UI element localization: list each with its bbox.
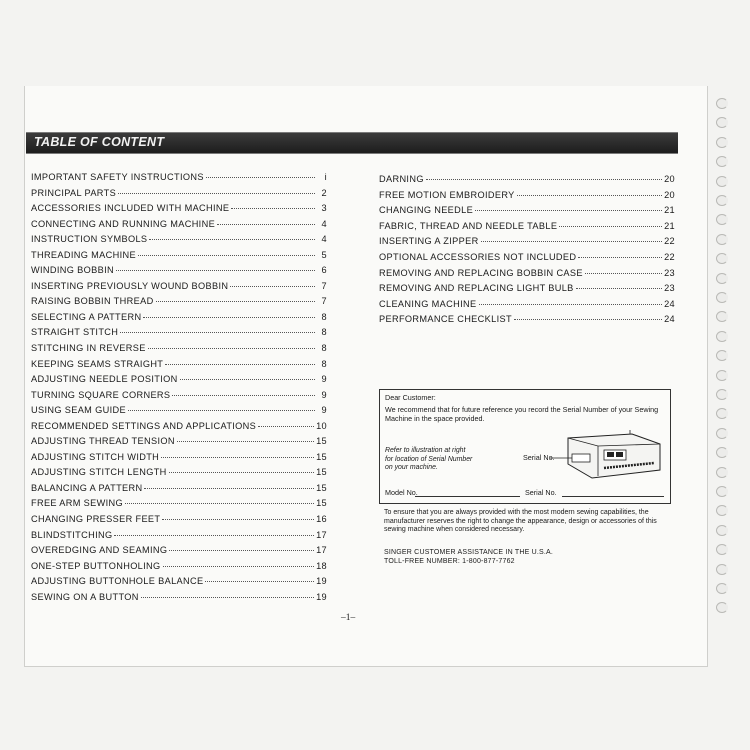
toc-title: TABLE OF CONTENT <box>34 135 165 149</box>
toc-entry-label: ADJUSTING STITCH LENGTH <box>31 467 167 478</box>
toc-entry-page: 20 <box>664 174 675 184</box>
spiral-ring <box>716 98 728 109</box>
toc-entry-page: 17 <box>316 545 327 556</box>
sewing-machine-illustration <box>548 430 666 482</box>
toc-entry-label: USING SEAM GUIDE <box>31 405 126 416</box>
toc-entry-page: 15 <box>316 482 327 493</box>
toc-entry-page: 15 <box>316 436 327 447</box>
toc-leader-dots <box>206 177 315 178</box>
toc-entry-page: 7 <box>321 296 327 307</box>
toc-leader-dots <box>114 535 314 536</box>
illustration-serial-label: Serial No. <box>523 453 555 462</box>
toc-entry-page: 7 <box>321 280 327 291</box>
toc-entry-label: CHANGING PRESSER FEET <box>31 514 161 525</box>
toc-entry-page: 15 <box>316 467 327 478</box>
toc-entry-label: RAISING BOBBIN THREAD <box>31 296 154 307</box>
toc-list-left <box>31 170 327 605</box>
toll-free-number: TOLL-FREE NUMBER: 1-800-877-7762 <box>384 558 515 565</box>
toc-entry-label: CLEANING MACHINE <box>379 298 477 309</box>
serial-number-box <box>379 389 671 504</box>
toc-leader-dots <box>156 301 315 302</box>
toc-entry-page: 8 <box>321 358 327 369</box>
toc-entry <box>31 419 327 435</box>
customer-assistance-title: SINGER CUSTOMER ASSISTANCE IN THE U.S.A. <box>384 549 554 556</box>
toc-entry <box>379 297 675 313</box>
toc-entry-page: 19 <box>316 591 327 602</box>
toc-entry <box>31 559 327 575</box>
toc-entry-label: TURNING SQUARE CORNERS <box>31 389 171 400</box>
spiral-ring <box>716 311 728 322</box>
spiral-ring <box>716 525 728 536</box>
toc-entry-label: PERFORMANCE CHECKLIST <box>379 314 512 325</box>
toc-entry-page: 6 <box>321 265 327 276</box>
toc-leader-dots <box>559 226 662 227</box>
toc-entry <box>31 357 327 373</box>
toc-leader-dots <box>116 270 315 271</box>
toc-entry <box>379 234 675 250</box>
toc-leader-dots <box>120 332 315 333</box>
toc-entry <box>31 263 327 279</box>
toc-leader-dots <box>172 395 315 396</box>
toc-leader-dots <box>479 304 663 305</box>
toc-entry <box>31 450 327 466</box>
toc-leader-dots <box>118 193 315 194</box>
toc-entry-label: THREADING MACHINE <box>31 249 136 260</box>
toc-entry-page: 23 <box>664 267 675 278</box>
model-number-field[interactable] <box>415 496 520 497</box>
spiral-ring <box>716 370 728 381</box>
serial-number-label: Serial No. <box>525 488 557 497</box>
toc-entry-page: 22 <box>664 236 675 247</box>
toc-entry <box>31 248 327 264</box>
toc-entry-page: 21 <box>664 205 675 216</box>
spiral-ring <box>716 273 728 284</box>
toc-entry-page: 9 <box>321 405 327 416</box>
toc-entry-label: CONNECTING AND RUNNING MACHINE <box>31 218 216 229</box>
illustration-reference: Refer to illustration at right for location of Serial Number on your machine. <box>385 447 473 472</box>
toc-entry-label: FABRIC, THREAD AND NEEDLE TABLE <box>379 220 558 231</box>
toc-leader-dots <box>138 255 315 256</box>
toc-leader-dots <box>231 208 315 209</box>
toc-entry <box>379 219 675 235</box>
spiral-ring <box>716 214 728 225</box>
toc-entry-page: 8 <box>321 327 327 338</box>
manufacturer-notice: To ensure that you are always provided with the most modern sewing capabilities, the manufacturer reserves the right to change the appearance, design or accessories of this sewing machine when considered necessary. <box>384 509 657 534</box>
toc-entry-label: BALANCING A PATTERN <box>31 482 143 493</box>
spiral-ring <box>716 137 728 148</box>
toc-entry-page: 22 <box>664 251 675 262</box>
toc-leader-dots <box>475 210 662 211</box>
spiral-ring <box>716 544 728 555</box>
toc-leader-dots <box>169 550 314 551</box>
toc-entry-label: OPTIONAL ACCESSORIES NOT INCLUDED <box>379 251 577 262</box>
toc-entry-label: BLINDSTITCHING <box>31 529 113 540</box>
toc-leader-dots <box>143 317 315 318</box>
toc-entry-label: SEWING ON A BUTTON <box>31 591 139 602</box>
toc-entry-label: CHANGING NEEDLE <box>379 205 474 216</box>
toc-entry-label: OVEREDGING AND SEAMING <box>31 545 168 556</box>
toc-entry-label: RECOMMENDED SETTINGS AND APPLICATIONS <box>31 420 257 431</box>
toc-entry <box>379 281 675 297</box>
toc-leader-dots <box>578 257 662 258</box>
spiral-ring <box>716 447 728 458</box>
spiral-ring <box>716 428 728 439</box>
toc-entry-label: INSERTING PREVIOUSLY WOUND BOBBIN <box>31 280 229 291</box>
toc-entry-page: 2 <box>321 187 327 198</box>
spiral-ring <box>716 176 728 187</box>
toc-entry <box>31 388 327 404</box>
toc-entry-label: ADJUSTING NEEDLE POSITION <box>31 374 178 385</box>
toc-entry <box>31 310 327 326</box>
toc-entry <box>31 434 327 450</box>
toc-entry-label: ADJUSTING BUTTONHOLE BALANCE <box>31 576 204 587</box>
toc-leader-dots <box>258 426 314 427</box>
toc-entry <box>31 217 327 233</box>
spiral-binding <box>714 98 734 618</box>
toc-entry-label: ONE-STEP BUTTONHOLING <box>31 560 161 571</box>
toc-leader-dots <box>163 566 315 567</box>
toc-entry <box>31 512 327 528</box>
toc-entry-label: REMOVING AND REPLACING BOBBIN CASE <box>379 267 583 278</box>
toc-entry-page: 19 <box>316 576 327 587</box>
toc-entry <box>31 465 327 481</box>
toc-entry-page: 4 <box>321 218 327 229</box>
toc-leader-dots <box>149 239 315 240</box>
toc-entry <box>31 201 327 217</box>
toc-leader-dots <box>141 597 314 598</box>
toc-leader-dots <box>144 488 314 489</box>
spiral-ring <box>716 389 728 400</box>
toc-entry <box>31 325 327 341</box>
spiral-ring <box>716 253 728 264</box>
toc-entry-page: 23 <box>664 283 675 294</box>
spiral-ring <box>716 117 728 128</box>
toc-leader-dots <box>180 379 315 380</box>
toc-entry-page: 4 <box>321 234 327 245</box>
toc-entry <box>31 372 327 388</box>
spiral-ring <box>716 292 728 303</box>
toc-entry <box>31 232 327 248</box>
serial-number-field[interactable] <box>562 496 664 497</box>
toc-header-bar <box>26 132 678 154</box>
toc-entry-page: 8 <box>321 343 327 354</box>
toc-entry-label: STRAIGHT STITCH <box>31 327 119 338</box>
toc-entry <box>31 403 327 419</box>
toc-entry-page: 3 <box>321 203 327 214</box>
spiral-ring <box>716 195 728 206</box>
spiral-ring <box>716 408 728 419</box>
toc-entry-label: INSERTING A ZIPPER <box>379 236 479 247</box>
toc-entry-label: ADJUSTING STITCH WIDTH <box>31 451 160 462</box>
page-number: –1– <box>341 613 356 623</box>
spiral-ring <box>716 486 728 497</box>
toc-leader-dots <box>165 364 315 365</box>
toc-entry <box>379 188 675 204</box>
toc-entry <box>31 528 327 544</box>
spiral-ring <box>716 467 728 478</box>
toc-leader-dots <box>205 581 314 582</box>
toc-entry <box>31 481 327 497</box>
toc-entry <box>31 496 327 512</box>
toc-entry-label: SELECTING A PATTERN <box>31 311 142 322</box>
toc-leader-dots <box>517 195 662 196</box>
toc-entry <box>31 590 327 606</box>
customer-greeting: Dear Customer: <box>385 393 436 402</box>
spiral-ring <box>716 564 728 575</box>
toc-entry-page: 16 <box>316 514 327 525</box>
toc-entry-page: 9 <box>321 374 327 385</box>
toc-entry-label: INSTRUCTION SYMBOLS <box>31 234 148 245</box>
toc-entry-label: FREE ARM SEWING <box>31 498 124 509</box>
toc-leader-dots <box>161 457 314 458</box>
model-number-label: Model No. <box>385 488 418 497</box>
toc-entry <box>379 266 675 282</box>
toc-leader-dots <box>230 286 315 287</box>
toc-entry-page: 9 <box>321 389 327 400</box>
toc-entry <box>379 250 675 266</box>
toc-leader-dots <box>426 179 662 180</box>
toc-entry <box>31 170 327 186</box>
toc-leader-dots <box>128 410 315 411</box>
toc-entry <box>31 294 327 310</box>
spiral-ring <box>716 350 728 361</box>
toc-entry-page: 5 <box>321 249 327 260</box>
spiral-ring <box>716 156 728 167</box>
toc-leader-dots <box>514 319 662 320</box>
toc-entry <box>31 574 327 590</box>
toc-entry-label: IMPORTANT SAFETY INSTRUCTIONS <box>31 172 204 182</box>
toc-entry-page: 18 <box>316 560 327 571</box>
toc-entry <box>31 279 327 295</box>
toc-entry-page: i <box>324 172 327 182</box>
toc-leader-dots <box>585 273 662 274</box>
toc-leader-dots <box>162 519 314 520</box>
toc-leader-dots <box>177 441 314 442</box>
toc-entry-label: FREE MOTION EMBROIDERY <box>379 189 515 200</box>
spiral-ring <box>716 331 728 342</box>
toc-entry <box>379 312 675 328</box>
toc-entry-page: 17 <box>316 529 327 540</box>
toc-entry-label: KEEPING SEAMS STRAIGHT <box>31 358 164 369</box>
toc-entry-page: 24 <box>664 298 675 309</box>
toc-leader-dots <box>148 348 315 349</box>
toc-leader-dots <box>125 503 314 504</box>
spiral-ring <box>716 583 728 594</box>
toc-leader-dots <box>576 288 662 289</box>
toc-entry-page: 24 <box>664 314 675 325</box>
toc-entry <box>379 172 675 188</box>
spiral-ring <box>716 602 728 613</box>
toc-entry-label: REMOVING AND REPLACING LIGHT BULB <box>379 283 574 294</box>
spiral-ring <box>716 505 728 516</box>
spiral-ring <box>716 234 728 245</box>
toc-entry-page: 15 <box>316 451 327 462</box>
serial-recommendation: We recommend that for future reference you record the Serial Number of your Sewing Machine in the space provided. <box>385 405 659 424</box>
toc-entry <box>379 203 675 219</box>
toc-entry-page: 10 <box>316 420 327 431</box>
toc-entry-label: DARNING <box>379 174 424 184</box>
toc-leader-dots <box>217 224 315 225</box>
toc-entry-page: 21 <box>664 220 675 231</box>
toc-entry-page: 8 <box>321 311 327 322</box>
toc-list-right <box>379 172 675 328</box>
toc-entry-label: STITCHING IN REVERSE <box>31 343 146 354</box>
toc-entry-label: WINDING BOBBIN <box>31 265 114 276</box>
toc-leader-dots <box>481 241 663 242</box>
toc-entry <box>31 543 327 559</box>
toc-entry-label: ADJUSTING THREAD TENSION <box>31 436 175 447</box>
toc-entry-page: 15 <box>316 498 327 509</box>
toc-entry <box>31 186 327 202</box>
toc-entry <box>31 341 327 357</box>
toc-entry-page: 20 <box>664 189 675 200</box>
toc-leader-dots <box>169 472 314 473</box>
toc-entry-label: PRINCIPAL PARTS <box>31 187 117 198</box>
toc-entry-label: ACCESSORIES INCLUDED WITH MACHINE <box>31 203 230 214</box>
